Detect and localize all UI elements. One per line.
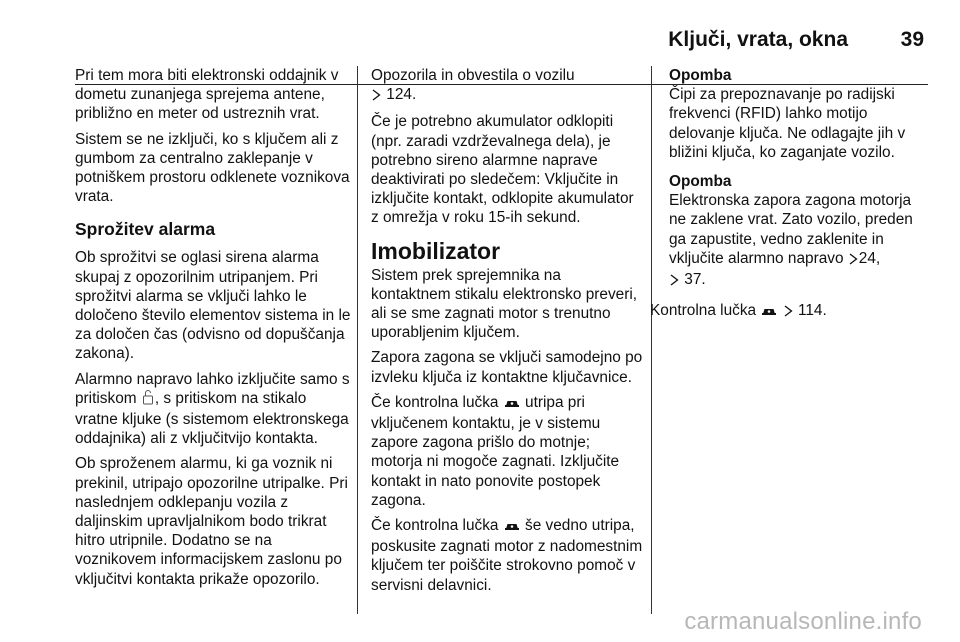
text-run: Alarmno napravo lahko izključite samo s pritiskom <box>75 370 350 407</box>
note-text: Čipi za prepoznavanje po radijski frekvenci (RFID) lahko motijo delovanje ključa. Ne odlagajte jih v bližini ključa, ko zaganjate vozilo. <box>669 86 906 161</box>
paragraph: Če je potrebno akumulator odklopiti (npr. zaradi vzdrževalnega dela), je potrebno sireno alarmne naprave deaktivirati po sledečem: Vključite in izključite kontakt, odklopite akumulator z omrežja v roku 15-ih sekund. <box>371 113 634 227</box>
page-header <box>0 28 960 58</box>
text-run: Če kontrolna lučka <box>371 393 503 411</box>
paragraph: Ob sprožitvi se oglasi sirena alarma skupaj z opozorilnim utripanjem. Pri sprožitvi alarma se vključi lahko le določeno število elementov sistema in le za določen čas (odvisno od dopuščanja zakona). <box>75 249 351 363</box>
page-reference: 114. <box>797 302 827 320</box>
subheading-alarm: Sprožitev alarma <box>75 219 216 240</box>
column-1 <box>75 66 351 595</box>
heading-immobilizer: Imobilizator <box>371 237 501 264</box>
page-reference-arrow-icon <box>784 303 793 322</box>
paragraph <box>371 66 643 106</box>
unlock-key-icon <box>142 389 154 410</box>
section-title: Ključi, vrata, okna <box>668 28 848 51</box>
paragraph: Zapora zagona se vključi samodejno po izvleku ključa iz kontaktne ključavnice. <box>371 349 643 386</box>
text-run: še vedno utripa, poskusite zagnati motor z nadomestnim ključem ter poiščite strokovno pomoč v servisni delavnici. <box>371 517 643 594</box>
text-run: Če kontrolna lučka <box>371 517 503 535</box>
text-run: utripa pri vključenem kontaktu, je v sistemu zapore zagona prišlo do motnje; motorja ni mogoče zagnati. Izključite kontakt in nato ponovite postopek zagona. <box>371 393 620 509</box>
page-reference: 24, <box>858 249 881 267</box>
paragraph: Pri tem mora biti elektronski oddajnik v dometu zunanjega sprejema antene, približno en meter od ustreznih vrat. <box>75 67 339 123</box>
page-number: 39 <box>900 28 924 51</box>
paragraph <box>75 370 351 449</box>
paragraph: Sistem prek sprejemnika na kontaktnem stikalu elektronsko preveri, ali se sme zagnati motor s trenutno uporabljenim ključem. <box>371 266 638 342</box>
page-reference-arrow-icon <box>849 251 858 270</box>
column-2 <box>371 66 643 601</box>
page-reference: 37. <box>684 271 706 289</box>
text-run: Kontrolna lučka <box>650 302 761 320</box>
page-reference-arrow-icon <box>670 272 679 291</box>
paragraph: Sistem se ne izključi, ko s ključem ali z gumbom za centralno zaklepanje v potniškem prostoru odklenete voznikova vrata. <box>75 130 350 206</box>
immobilizer-car-key-icon <box>504 395 520 414</box>
watermark: carmanualsonline.info <box>684 608 922 635</box>
column-3 <box>650 66 931 328</box>
text-run: , s pritiskom na stikalo vratne kljuke (s sistemom elektronskega oddajnika) ali z vključitvijo kontakta. <box>75 389 349 448</box>
paragraph <box>371 393 643 510</box>
note-text <box>669 191 931 291</box>
note-box <box>669 66 931 162</box>
page-reference: 124. <box>386 86 417 104</box>
immobilizer-car-key-icon <box>504 518 520 537</box>
note-box <box>669 172 931 291</box>
column-divider-2 <box>651 66 652 614</box>
text-run: Opozorila in obvestila o vozilu <box>371 67 575 84</box>
paragraph <box>650 301 931 322</box>
note-title: Opomba <box>669 173 732 191</box>
immobilizer-car-key-icon <box>761 303 777 322</box>
note-title: Opomba <box>669 67 732 84</box>
page-reference-arrow-icon <box>372 87 381 106</box>
paragraph: Ob sproženem alarmu, ki ga voznik ni prekinil, utripajo opozorilne utripalke. Pri naslednjem odklepanju vozila z daljinskim upravljalnikom bodo trikrat hitro utripnile. Dodatno se na voznikovem informacijskem zaslonu po vključitvi kontakta prikaže opozorilo. <box>75 455 348 588</box>
column-divider-1 <box>357 66 358 614</box>
text-run: Elektronska zapora zagona motorja ne zaklene vrat. Zato vozilo, preden ga zapustite, vedno zaklenite in vključite alarmno napravo <box>669 192 913 267</box>
paragraph <box>371 516 643 595</box>
